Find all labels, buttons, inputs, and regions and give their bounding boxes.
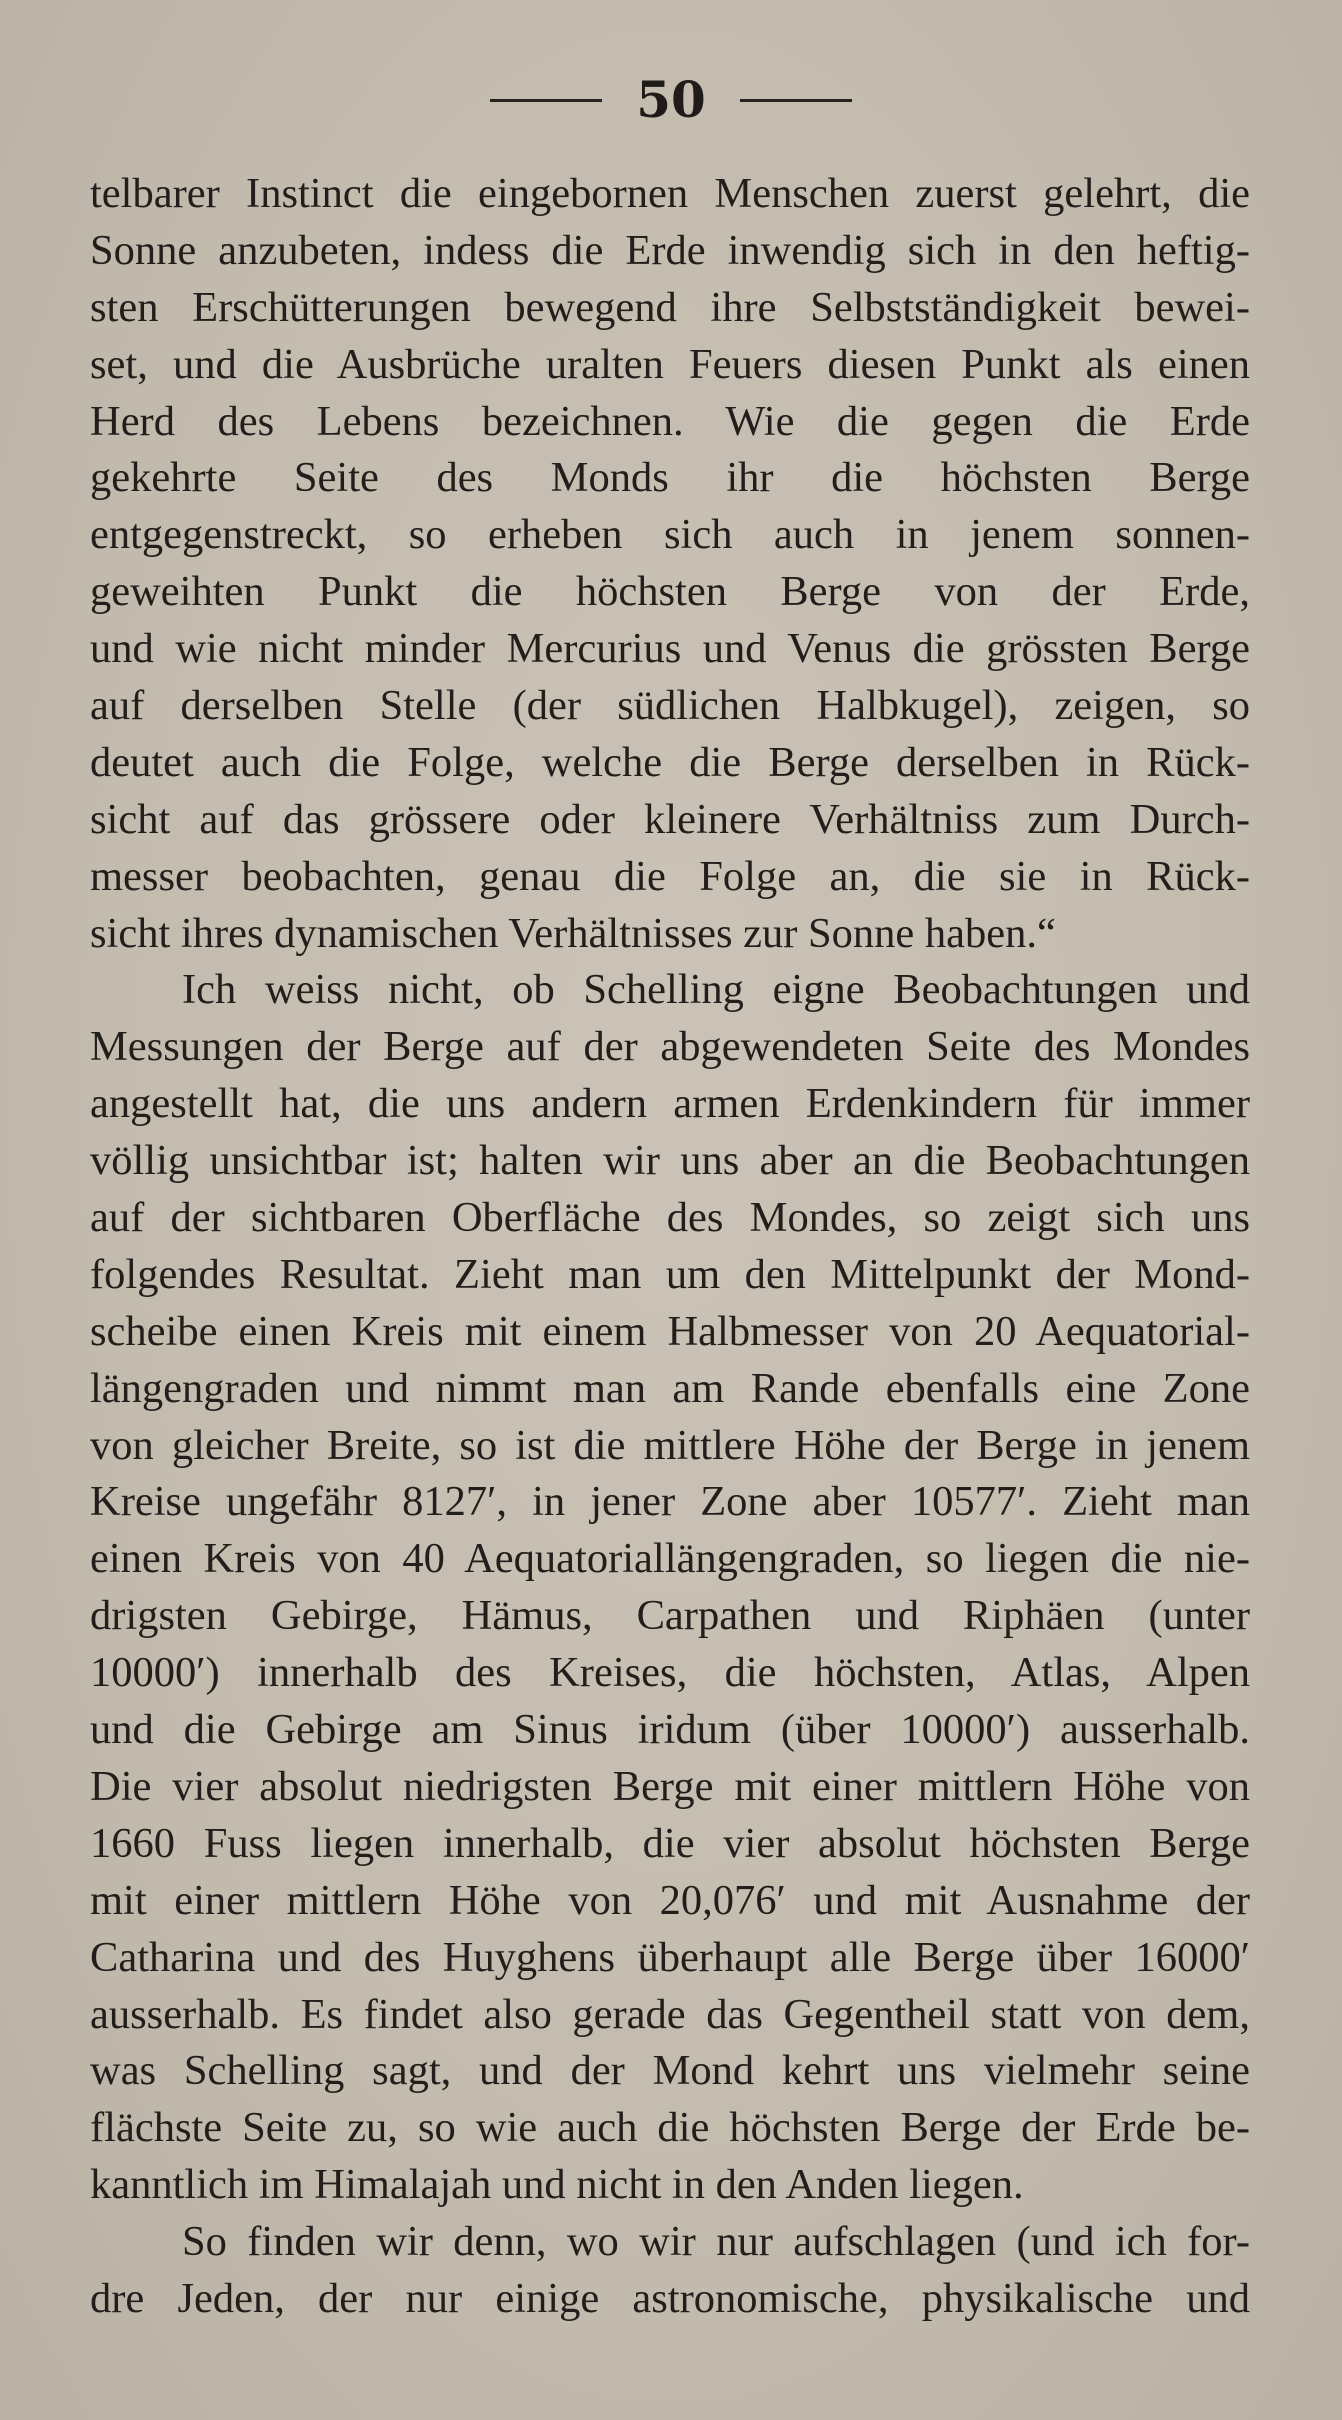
text-line: sicht auf das grössere oder kleinere Verhältniss zum Durch- xyxy=(90,795,1250,843)
page-header xyxy=(0,70,1342,130)
text-line: längengraden und nimmt man am Rande ebenfalls eine Zone xyxy=(90,1364,1250,1412)
text-line: deutet auch die Folge, welche die Berge derselben in Rück- xyxy=(90,738,1250,786)
header-rule-right xyxy=(740,99,852,102)
text-line: kanntlich im Himalajah und nicht in den Anden liegen. xyxy=(90,2161,1024,2209)
text-line: einen Kreis von 40 Aequatoriallängengraden, so liegen die nie- xyxy=(90,1535,1250,1583)
text-line: 10000′) innerhalb des Kreises, die höchsten, Atlas, Alpen xyxy=(90,1649,1250,1697)
page-number: 50 xyxy=(636,70,706,129)
text-line: entgegenstreckt, so erheben sich auch in jenem sonnen- xyxy=(90,511,1250,559)
text-line: von gleicher Breite, so ist die mittlere Höhe der Berge in jenem xyxy=(90,1421,1250,1469)
text-line: was Schelling sagt, und der Mond kehrt uns vielmehr seine xyxy=(90,2047,1250,2095)
header-rule-left xyxy=(490,99,602,102)
text-line: Herd des Lebens bezeichnen. Wie die gegen die Erde xyxy=(90,397,1250,445)
text-line: Catharina und des Huyghens überhaupt alle Berge über 16000′ xyxy=(90,1933,1250,1981)
text-line: völlig unsichtbar ist; halten wir uns aber an die Beobachtungen xyxy=(90,1137,1250,1185)
text-line: gekehrte Seite des Monds ihr die höchsten Berge xyxy=(90,454,1250,502)
text-line: dre Jeden, der nur einige astronomische, physikalische und xyxy=(90,2274,1250,2322)
text-line: ausserhalb. Es findet also gerade das Gegentheil statt von dem, xyxy=(90,1990,1250,2038)
text-line: und die Gebirge am Sinus iridum (über 10000′) ausserhalb. xyxy=(90,1706,1250,1754)
text-line: Messungen der Berge auf der abgewendeten Seite des Mondes xyxy=(90,1023,1250,1071)
text-line: auf derselben Stelle (der südlichen Halbkugel), zeigen, so xyxy=(90,682,1250,730)
text-line: Die vier absolut niedrigsten Berge mit einer mittlern Höhe von xyxy=(90,1762,1250,1810)
text-line: sten Erschütterungen bewegend ihre Selbstständigkeit bewei- xyxy=(90,283,1250,331)
text-line: Kreise ungefähr 8127′, in jener Zone aber 10577′. Zieht man xyxy=(90,1478,1250,1526)
text-line: angestellt hat, die uns andern armen Erdenkindern für immer xyxy=(90,1080,1250,1128)
text-line: messer beobachten, genau die Folge an, die sie in Rück- xyxy=(90,852,1250,900)
text-line: Ich weiss nicht, ob Schelling eigne Beobachtungen und xyxy=(182,966,1250,1014)
text-line: sicht ihres dynamischen Verhältnisses zur Sonne haben.“ xyxy=(90,909,1056,957)
text-line: set, und die Ausbrüche uralten Feuers diesen Punkt als einen xyxy=(90,340,1250,388)
text-line: flächste Seite zu, so wie auch die höchsten Berge der Erde be- xyxy=(90,2104,1250,2152)
text-line: folgendes Resultat. Zieht man um den Mittelpunkt der Mond- xyxy=(90,1250,1250,1298)
text-line: geweihten Punkt die höchsten Berge von der Erde, xyxy=(90,568,1250,616)
text-line: und wie nicht minder Mercurius und Venus die grössten Berge xyxy=(90,625,1250,673)
text-line: drigsten Gebirge, Hämus, Carpathen und Riphäen (unter xyxy=(90,1592,1250,1640)
text-line: scheibe einen Kreis mit einem Halbmesser von 20 Aequatorial- xyxy=(90,1307,1250,1355)
text-line: Sonne anzubeten, indess die Erde inwendig sich in den heftig- xyxy=(90,226,1250,274)
body-text xyxy=(90,166,1250,2328)
text-line: So finden wir denn, wo wir nur aufschlagen (und ich for- xyxy=(182,2218,1250,2266)
text-line: telbarer Instinct die eingebornen Menschen zuerst gelehrt, die xyxy=(90,170,1250,217)
text-line: mit einer mittlern Höhe von 20,076′ und mit Ausnahme der xyxy=(90,1876,1250,1924)
text-line: 1660 Fuss liegen innerhalb, die vier absolut höchsten Berge xyxy=(90,1819,1250,1867)
text-line: auf der sichtbaren Oberfläche des Mondes, so zeigt sich uns xyxy=(90,1194,1250,1242)
